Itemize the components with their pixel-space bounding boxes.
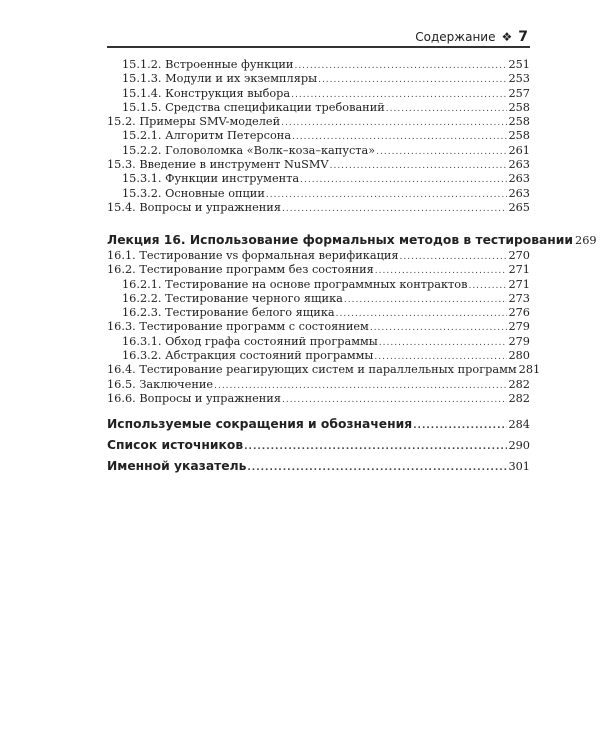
entry-page: 253 [508, 72, 530, 86]
dot-leader [376, 144, 507, 159]
entry-title: Список источников [107, 438, 244, 452]
entry-title: 16.2. Тестирование программ без состояния [107, 263, 374, 277]
dot-leader [292, 129, 507, 144]
toc-entry[interactable] [107, 292, 530, 306]
toc-entry[interactable] [107, 363, 541, 377]
toc-entry[interactable] [107, 320, 530, 334]
toc-entry[interactable] [107, 129, 530, 143]
dot-leader [386, 101, 508, 116]
entry-page: 257 [508, 86, 530, 100]
dot-leader [413, 414, 507, 437]
entry-page: 301 [508, 460, 530, 473]
entry-title: 15.4. Вопросы и упражнения [107, 200, 281, 214]
entry-title: 15.2. Примеры SMV-моделей [107, 115, 281, 129]
dot-leader [400, 249, 508, 264]
toc-entry[interactable] [107, 58, 530, 72]
dot-leader [370, 320, 508, 335]
entry-page: 280 [508, 349, 530, 363]
entry-page: 263 [508, 186, 530, 200]
entry-page: 284 [508, 418, 530, 431]
entry-page: 282 [508, 391, 530, 405]
dot-leader [281, 115, 507, 130]
entry-page: 263 [508, 172, 530, 186]
entry-page: 270 [508, 249, 530, 262]
toc-entry[interactable] [107, 414, 530, 435]
entry-page: 265 [508, 200, 530, 214]
toc-entry[interactable] [107, 101, 530, 115]
header-rule [107, 46, 530, 48]
toc-entry[interactable] [107, 263, 530, 277]
toc-entry[interactable] [107, 115, 530, 129]
toc-lecture-16 [107, 230, 597, 250]
entry-page: 258 [508, 100, 530, 114]
toc-entry[interactable] [107, 435, 530, 456]
entry-title: 15.3. Введение в инструмент NuSMV [107, 158, 329, 172]
entry-page: 279 [508, 320, 530, 334]
diamond-ornament-icon: ❖ [501, 30, 513, 44]
entry-page: 258 [508, 129, 530, 143]
entry-page: 263 [508, 158, 530, 172]
entry-title: 15.1.5. Средства спецификации требований [122, 100, 385, 114]
toc-group-15 [107, 58, 530, 215]
entry-title: 15.1.2. Встроенные функции [122, 58, 294, 71]
dot-leader [300, 172, 507, 187]
toc-entry[interactable] [107, 249, 530, 263]
dot-leader [336, 306, 508, 321]
dot-leader [294, 58, 507, 73]
entry-title: 16.5. Заключение [107, 377, 214, 391]
entry-page: 271 [508, 263, 530, 277]
dot-leader [214, 378, 507, 393]
dot-leader [330, 158, 508, 173]
dot-leader [266, 187, 508, 202]
entry-title: 15.1.3. Модули и их экземпляры [122, 72, 318, 86]
entry-title: 16.1. Тестирование vs формальная верификация [107, 249, 399, 262]
entry-page: 281 [518, 363, 541, 377]
entry-title: Используемые сокращения и обозначения [107, 417, 413, 431]
toc-entry[interactable] [107, 378, 530, 392]
entry-page: 258 [508, 115, 530, 129]
entry-page: 269 [575, 234, 597, 247]
toc-entry[interactable] [107, 158, 530, 172]
toc-entry[interactable] [107, 306, 530, 320]
toc-entry[interactable] [107, 392, 530, 406]
entry-title: Лекция 16. Использование формальных методов в тестировании [107, 233, 574, 247]
dot-leader [374, 349, 507, 364]
toc-entry[interactable] [107, 172, 530, 186]
toc-entry[interactable] [107, 201, 530, 215]
header-section: Содержание [415, 30, 496, 44]
toc-entry-lecture[interactable] [107, 230, 597, 250]
entry-title: 15.1.4. Конструкция выбора [122, 86, 291, 100]
toc-entry[interactable] [107, 72, 530, 86]
dot-leader [291, 87, 507, 102]
toc-entry[interactable] [107, 456, 530, 477]
entry-title: 16.6. Вопросы и упражнения [107, 391, 281, 405]
toc-entry[interactable] [107, 278, 530, 292]
entry-page: 279 [508, 334, 530, 348]
toc-backmatter [107, 414, 530, 477]
entry-title: Именной указатель [107, 459, 247, 473]
entry-title: 15.2.1. Алгоритм Петерсона [122, 129, 292, 143]
dot-leader [282, 392, 507, 407]
toc-entry[interactable] [107, 87, 530, 101]
entry-page: 251 [508, 58, 530, 71]
running-header [415, 29, 528, 45]
entry-title: 16.3.1. Обход графа состояний программы [122, 334, 378, 348]
toc-entry[interactable] [107, 144, 530, 158]
entry-page: 276 [508, 306, 530, 320]
dot-leader [468, 278, 507, 293]
entry-page: 273 [508, 291, 530, 305]
entry-title: 15.2.2. Головоломка «Волк–коза–капуста» [122, 143, 376, 157]
dot-leader [282, 201, 507, 216]
entry-title: 16.4. Тестирование реагирующих систем и параллельных программ [107, 363, 517, 377]
dot-leader [379, 335, 508, 350]
toc-entry[interactable] [107, 187, 530, 201]
entry-title: 15.3.2. Основные опции [122, 186, 265, 200]
entry-page: 271 [508, 277, 530, 291]
dot-leader [318, 72, 507, 87]
dot-leader [244, 435, 507, 458]
entry-title: 16.2.2. Тестирование черного ящика [122, 291, 343, 305]
dot-leader [375, 263, 508, 278]
dot-leader [247, 456, 507, 479]
entry-page: 290 [508, 439, 530, 452]
toc-entry[interactable] [107, 335, 530, 349]
dot-leader [344, 292, 508, 307]
entry-page: 282 [508, 377, 530, 391]
entry-title: 16.3.2. Абстракция состояний программы [122, 349, 374, 363]
toc-group-16 [107, 249, 541, 406]
entry-title: 16.2.1. Тестирование на основе программных контрактов [122, 277, 468, 291]
entry-title: 16.2.3. Тестирование белого ящика [122, 306, 335, 320]
entry-title: 16.3. Тестирование программ с состоянием [107, 320, 369, 334]
entry-page: 261 [508, 143, 530, 157]
toc-entry[interactable] [107, 349, 530, 363]
page-number: 7 [518, 29, 528, 45]
entry-title: 15.3.1. Функции инструмента [122, 172, 300, 186]
